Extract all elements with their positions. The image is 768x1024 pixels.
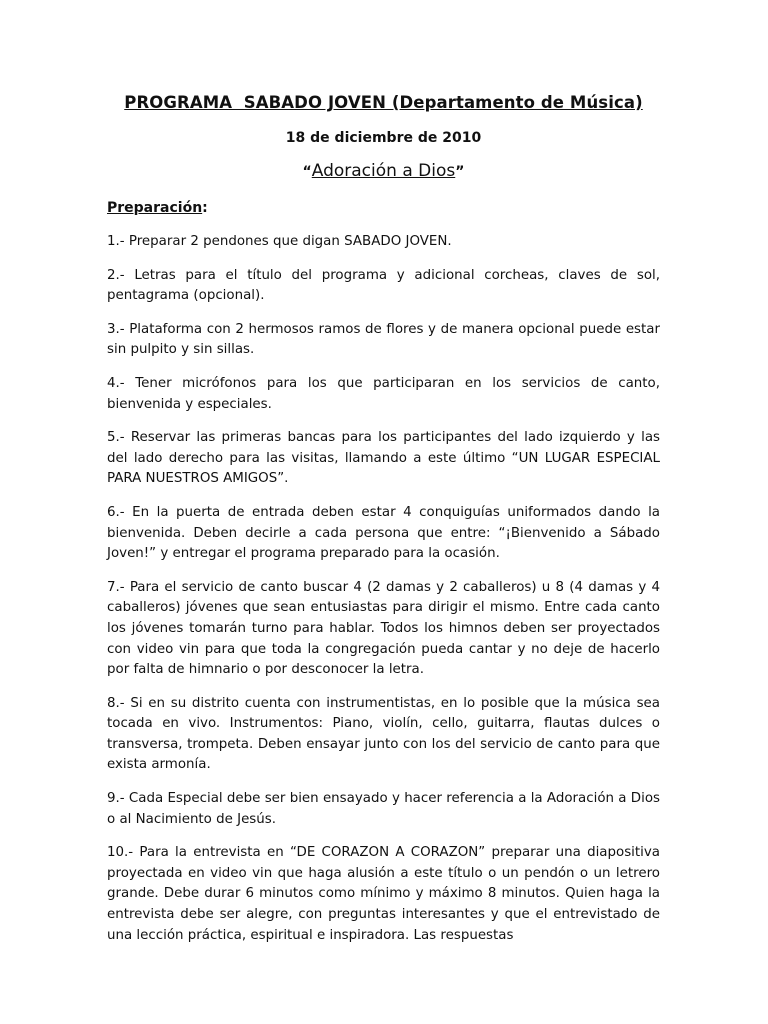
document-date: 18 de diciembre de 2010 [285, 130, 482, 146]
list-item: 10.- Para la entrevista en “DE CORAZON A CORAZON” preparar una diapositiva proyectada en video vin que haga alusión a este título o un pendón o un letrero grande. Debe durar 6 minutos como mínimo y máximo 8 minutos. Quien haga la entrevista debe ser alegre, con preguntas interesantes y que el entrevistado de una lección práctica, espiritual e inspiradora. Las respuestas [107, 845, 660, 943]
document-subtitle [107, 159, 660, 184]
list-item: 6.- En la puerta de entrada deben estar 4 conquiguías uniformados dando la bienvenida. Deben decirle a cada persona que entre: “¡Bienvenido a Sábado Joven!” y entregar el programa preparado para la ocasión. [107, 504, 660, 562]
list-item: 9.- Cada Especial debe ser bien ensayado y hacer referencia a la Adoración a Dios o al Nacimiento de Jesús. [107, 791, 660, 827]
subtitle-text: Adoración a Dios [311, 161, 456, 181]
list-item: 5.- Reservar las primeras bancas para los participantes del lado izquierdo y las del lado derecho para las visitas, llamando a este último “UN LUGAR ESPECIAL PARA NUESTROS AMIGOS”. [107, 430, 660, 487]
subtitle-close-quote: ” [455, 164, 465, 180]
list-item: 3.- Plataforma con 2 hermosos ramos de flores y de manera opcional puede estar sin pulpito y sin sillas. [107, 321, 660, 358]
document-title: PROGRAMA SABADO JOVEN (Departamento de Música) [124, 93, 643, 112]
section-heading [107, 198, 660, 218]
list-item: 7.- Para el servicio de canto buscar 4 (2 damas y 2 caballeros) u 8 (4 damas y 4 caballeros) jóvenes que sean entusiastas para dirigir el mismo. Entre cada canto los jóvenes tomarán turno para hablar. Todos los himnos deben ser proyectados con video vin para que toda la congregación pueda cantar y no deje de hacerlo por falta de himnario o por desconocer la letra. [107, 579, 660, 678]
list-item: 1.- Preparar 2 pendones que digan SABADO JOVEN. [107, 234, 452, 249]
list-item: 2.- Letras para el título del programa y adicional corcheas, claves de sol, pentagrama (opcional). [107, 267, 660, 304]
list-item: 4.- Tener micrófonos para los que participaran en los servicios de canto, bienvenida y especiales. [107, 375, 660, 412]
section-heading-colon: : [202, 200, 208, 216]
section-heading-text: Preparación [107, 200, 203, 216]
list-item: 8.- Si en su distrito cuenta con instrumentistas, en lo posible que la música sea tocada en vivo. Instrumentos: Piano, violín, cello, guitarra, flautas dulces o transversa, trompeta. Deben ensayar junto con los del servicio de canto para que exista armonía. [107, 695, 660, 773]
subtitle-open-quote: “ [302, 164, 312, 180]
document-page [107, 92, 660, 946]
